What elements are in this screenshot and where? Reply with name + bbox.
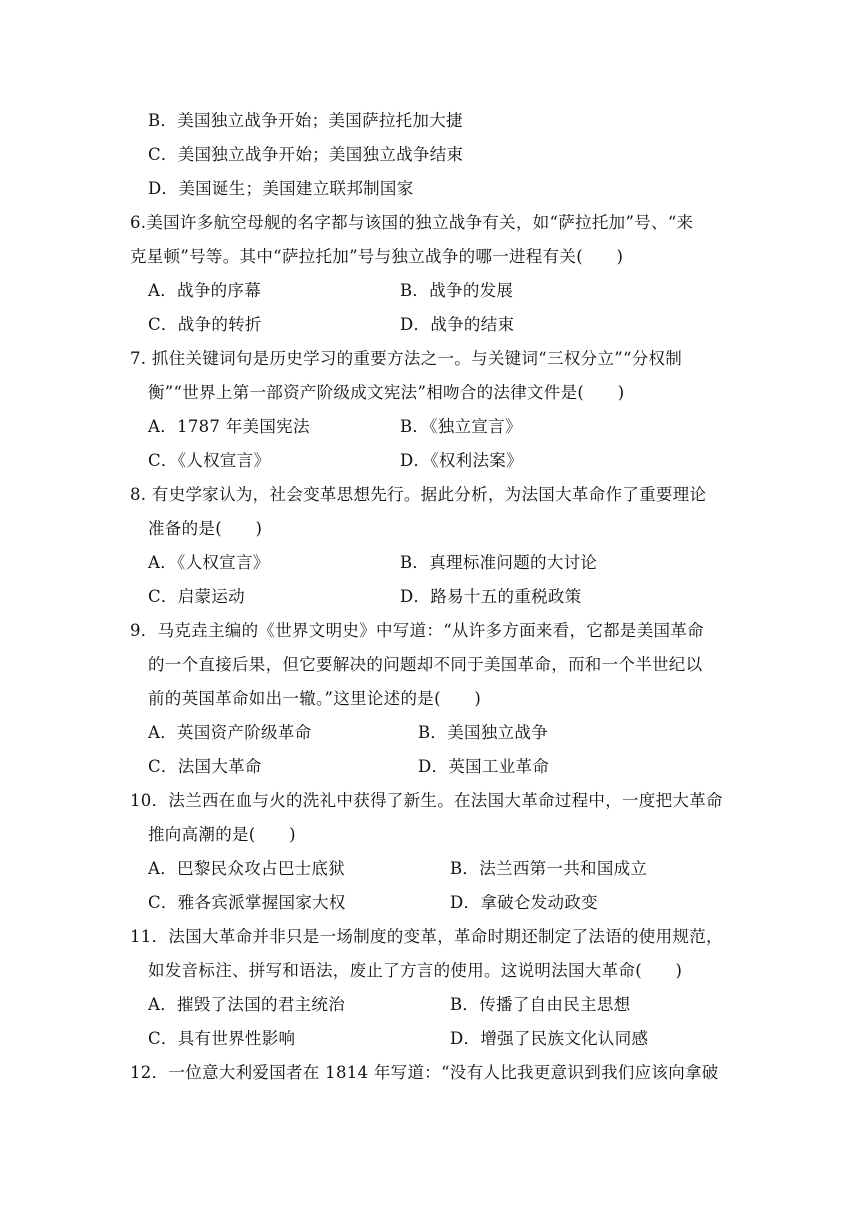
q6-stem-line2: 克星顿”号等。其中“萨拉托加”号与独立战争的哪一进程有关( ) bbox=[130, 247, 624, 266]
q11-stem-line1: 11．法国大革命并非只是一场制度的变革，革命时期还制定了法语的使用规范， bbox=[130, 927, 723, 946]
q6-stem-line1: 6.美国许多航空母舰的名字都与该国的独立战争有关，如“萨拉托加”号、“来 bbox=[130, 213, 694, 232]
q11-option-d: D．增强了民族文化认同感 bbox=[450, 1029, 649, 1048]
q10-option-a: A．巴黎民众攻占巴士底狱 bbox=[148, 859, 346, 878]
q7-option-d: D．《权利法案》 bbox=[400, 451, 523, 470]
q5-option-d: D．美国诞生；美国建立联邦制国家 bbox=[148, 179, 414, 198]
q11-option-c: C．具有世界性影响 bbox=[148, 1029, 296, 1048]
q8-option-a: A．《人权宣言》 bbox=[148, 553, 270, 572]
q6-option-a: A．战争的序幕 bbox=[148, 281, 262, 300]
q9-stem-line2: 的一个直接后果，但它要解决的问题却不同于美国革命，而和一个半世纪以 bbox=[148, 655, 703, 674]
q11-option-a: A．摧毁了法国的君主统治 bbox=[148, 995, 346, 1014]
q6-option-d: D．战争的结束 bbox=[400, 315, 515, 334]
q8-option-b: B．真理标准问题的大讨论 bbox=[400, 553, 598, 572]
q8-stem-line2: 准备的是( ) bbox=[148, 519, 263, 538]
q5-option-c: C．美国独立战争开始；美国独立战争结束 bbox=[148, 145, 464, 164]
q6-option-c: C．战争的转折 bbox=[148, 315, 262, 334]
q7-option-a: A．1787 年美国宪法 bbox=[148, 417, 310, 436]
q9-option-c: C．法国大革命 bbox=[148, 757, 262, 776]
q10-option-c: C．雅各宾派掌握国家大权 bbox=[148, 893, 346, 912]
q9-option-d: D．英国工业革命 bbox=[418, 757, 550, 776]
q7-option-b: B．《独立宣言》 bbox=[400, 417, 522, 436]
q5-option-b: B．美国独立战争开始；美国萨拉托加大捷 bbox=[148, 111, 463, 130]
q9-option-a: A．英国资产阶级革命 bbox=[148, 723, 312, 742]
q7-stem-line1: 7. 抓住关键词句是历史学习的重要方法之一。与关键词“三权分立”“分权制 bbox=[130, 349, 683, 368]
q9-stem-line3: 前的英国革命如出一辙。”这里论述的是( ) bbox=[148, 689, 482, 708]
q10-stem-line2: 推向高潮的是( ) bbox=[148, 825, 296, 844]
q8-option-c: C．启蒙运动 bbox=[148, 587, 245, 606]
q10-stem-line1: 10．法兰西在血与火的洗礼中获得了新生。在法国大革命过程中，一度把大革命 bbox=[130, 791, 723, 810]
q6-option-b: B．战争的发展 bbox=[400, 281, 514, 300]
q11-stem-line2: 如发音标注、拼写和语法，废止了方言的使用。这说明法国大革命( ) bbox=[148, 961, 683, 980]
q8-option-d: D．路易十五的重税政策 bbox=[400, 587, 582, 606]
q11-option-b: B．传播了自由民主思想 bbox=[450, 995, 631, 1014]
q9-option-b: B．美国独立战争 bbox=[418, 723, 549, 742]
q10-option-d: D．拿破仑发动政变 bbox=[450, 893, 598, 912]
q12-stem-line1: 12．一位意大利爱国者在 1814 年写道：“没有人比我更意识到我们应该向拿破 bbox=[130, 1063, 719, 1082]
q10-option-b: B．法兰西第一共和国成立 bbox=[450, 859, 648, 878]
q7-stem-line2: 衡”“世界上第一部资产阶级成文宪法”相吻合的法律文件是( ) bbox=[148, 383, 625, 402]
q8-stem-line1: 8. 有史学家认为，社会变革思想先行。据此分析，为法国大革命作了重要理论 bbox=[130, 485, 707, 504]
q7-option-c: C．《人权宣言》 bbox=[148, 451, 271, 470]
q9-stem-line1: 9．马克垚主编的《世界文明史》中写道：“从许多方面来看，它都是美国革命 bbox=[130, 621, 704, 640]
